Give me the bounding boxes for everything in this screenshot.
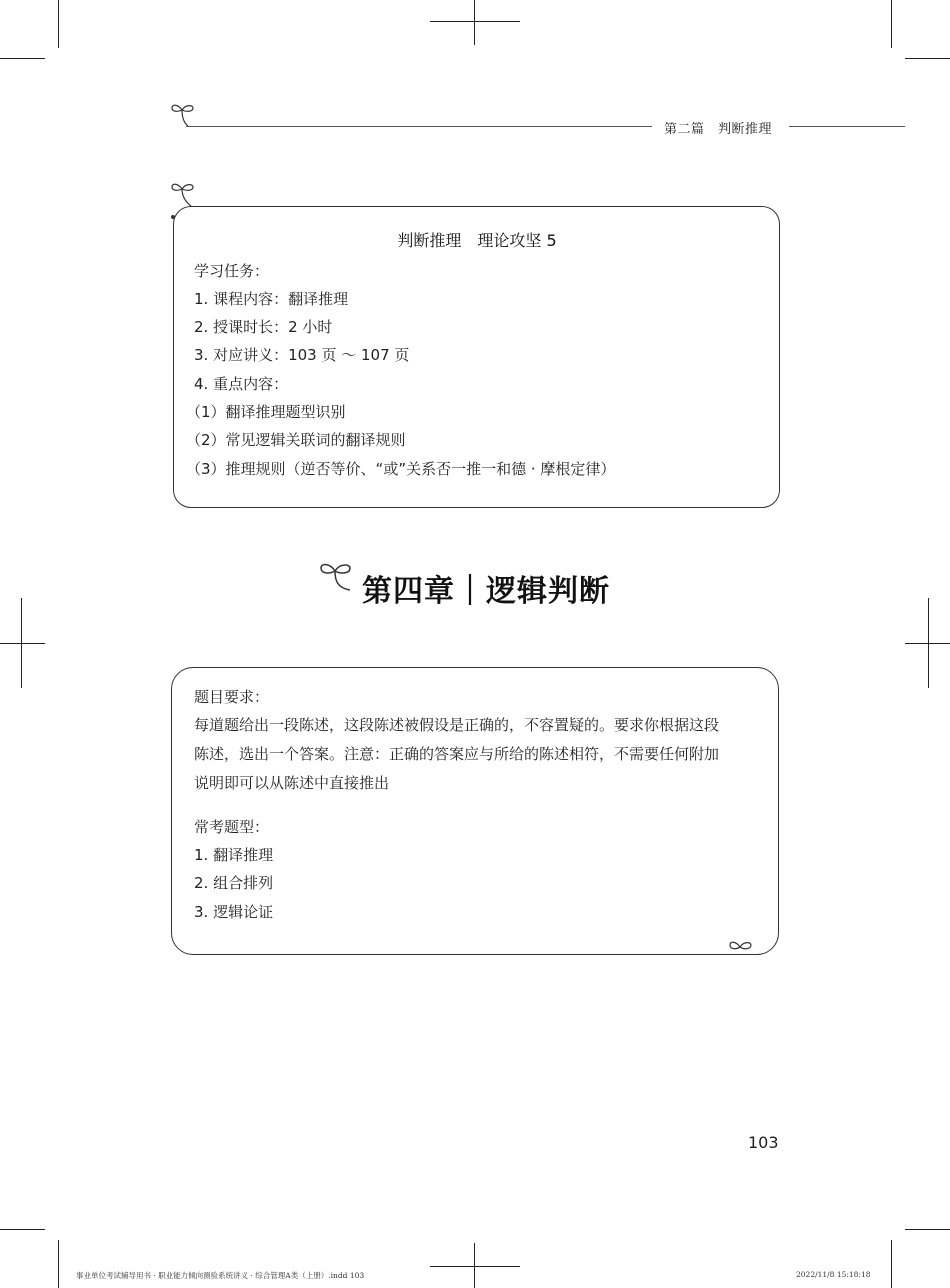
sprout-icon — [728, 938, 754, 960]
footer-timestamp: 2022/11/8 15:18:18 — [796, 1270, 871, 1279]
task-item: （2）常见逻辑关联词的翻译规则 — [186, 431, 406, 449]
type-item: 2. 组合排列 — [194, 874, 274, 892]
task-item: （3）推理规则（逆否等价、“或”关系否一推一和德 · 摩根定律） — [186, 460, 616, 478]
task-item: 3. 对应讲义：103 页 ～ 107 页 — [194, 346, 410, 364]
task-item: 2. 授课时长：2 小时 — [194, 318, 333, 336]
footer-file-info: 事业单位考试辅导用书 · 职业能力倾向测验系统讲义 · 综合管理A类（上册）.indd 103 — [76, 1271, 365, 1280]
requirements-heading: 题目要求： — [194, 688, 270, 706]
chapter-title: 第四章｜逻辑判断 — [362, 574, 610, 609]
sprout-icon — [170, 102, 196, 132]
types-heading: 常考题型： — [194, 818, 270, 836]
task-item: 4. 重点内容： — [194, 375, 289, 393]
header-rule — [186, 126, 652, 127]
section-title: 第二篇 判断推理 — [664, 122, 773, 137]
task-item: （1）翻译推理题型识别 — [186, 403, 346, 421]
requirements-line: 陈述，选出一个答案。注意：正确的答案应与所给的陈述相符，不需要任何附加 — [194, 745, 720, 763]
type-item: 3. 逻辑论证 — [194, 903, 274, 921]
requirements-line: 说明即可以从陈述中直接推出 — [194, 774, 390, 792]
header-rule-right — [789, 126, 905, 127]
task-box-title: 判断推理 理论攻坚 5 — [397, 231, 557, 250]
sprout-icon — [318, 560, 358, 600]
task-subtitle: 学习任务： — [194, 262, 270, 280]
box-corner-dot — [171, 215, 175, 219]
type-item: 1. 翻译推理 — [194, 846, 274, 864]
task-item: 1. 课程内容：翻译推理 — [194, 290, 349, 308]
requirements-line: 每道题给出一段陈述，这段陈述被假设是正确的，不容置疑的。要求你根据这段 — [194, 716, 720, 734]
page-number: 103 — [748, 1133, 779, 1152]
